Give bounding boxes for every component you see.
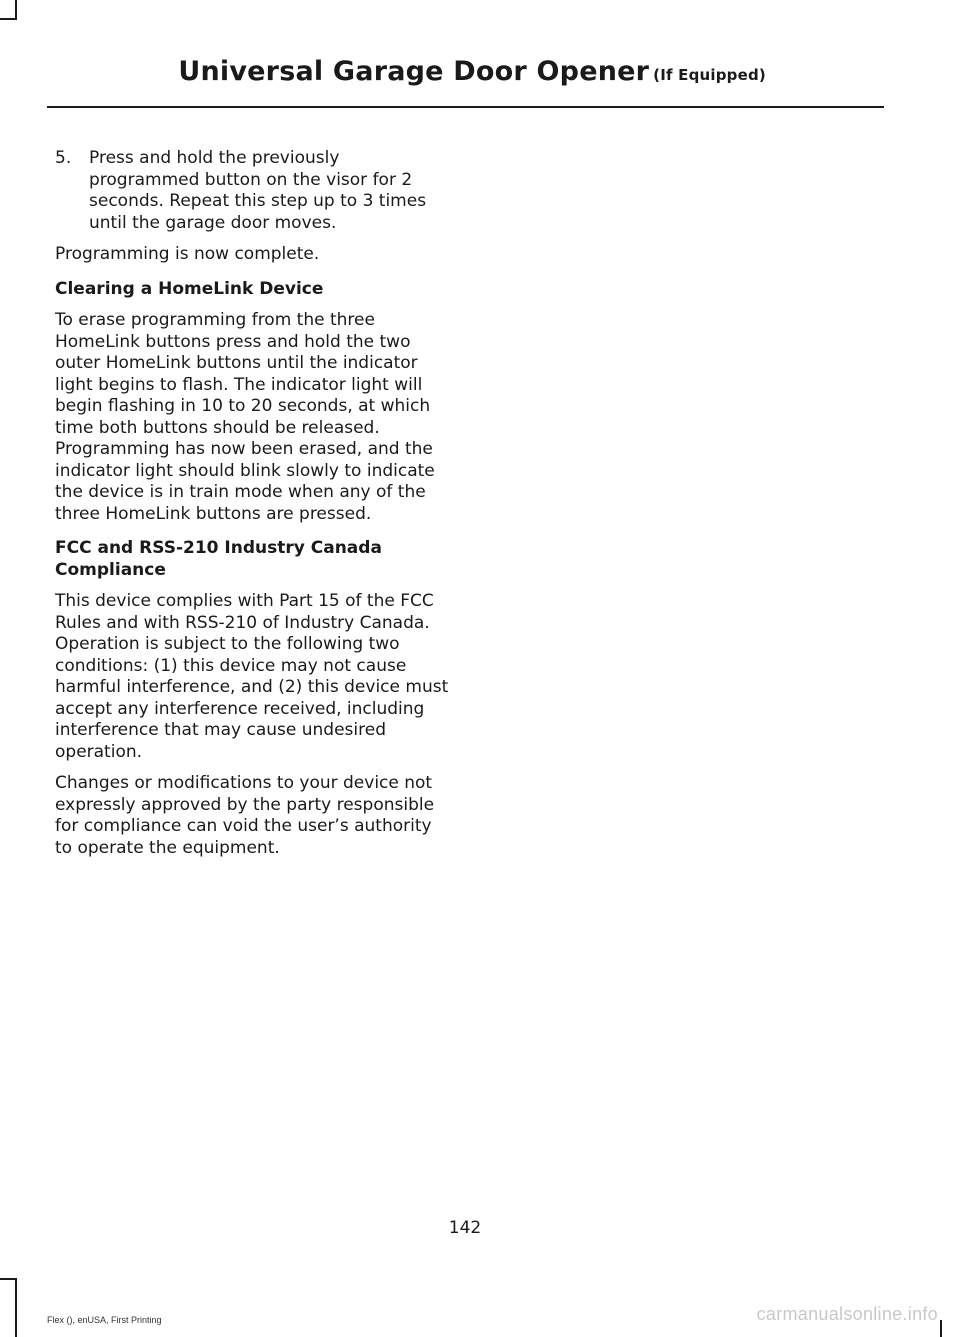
footer-edition: Flex (), enUSA, First Printing [47, 1315, 162, 1325]
step-text: Press and hold the previously programmed button on the visor for 2 seconds. Repeat this step up to 3 times until the garage door moves. [89, 148, 427, 233]
numbered-step [55, 148, 449, 234]
section-heading-compliance: FCC and RSS-210 Industry Canada Compliance [55, 538, 382, 580]
page-number: 142 [448, 1218, 482, 1238]
crop-mark-top-left-v [15, 0, 17, 20]
crop-mark-bottom-left-h [0, 1278, 17, 1280]
page-content [55, 148, 449, 869]
header-divider [47, 106, 884, 108]
compliance-paragraph-1: This device complies with Part 15 of the FCC Rules and with RSS-210 of Industry Canada. Operation is subject to the following two conditions: (1) this device may not cause harmful interference, and (2) this device must accept any interference received, including interference that may cause undesired operation. [55, 591, 449, 762]
step-number: 5. [55, 148, 72, 168]
compliance-paragraph-2: Changes or modifications to your device not expressly approved by the party responsible for compliance can void the user’s authority to operate the equipment. [55, 773, 435, 858]
header-subtitle: (If Equipped) [653, 66, 766, 84]
crop-mark-bottom-right-v [940, 1320, 942, 1337]
crop-mark-top-left-h [0, 18, 17, 20]
watermark: carmanualsonline.info [756, 1304, 938, 1324]
complete-note: Programming is now complete. [55, 244, 320, 264]
section-heading-clearing: Clearing a HomeLink Device [55, 278, 324, 299]
page-header-title [178, 56, 766, 87]
header-title-text: Universal Garage Door Opener [178, 56, 650, 87]
crop-mark-bottom-left-v [15, 1278, 17, 1337]
section-body-clearing: To erase programming from the three HomeLink buttons press and hold the two outer HomeLink buttons until the indicator light begins to flash. The indicator light will begin flashing in 10 to 20 seconds, at which time both buttons should be released. Programming has now been erased, and the indicator light should blink slowly to indicate the device is in train mode when any of the three HomeLink buttons are pressed. [55, 310, 435, 524]
